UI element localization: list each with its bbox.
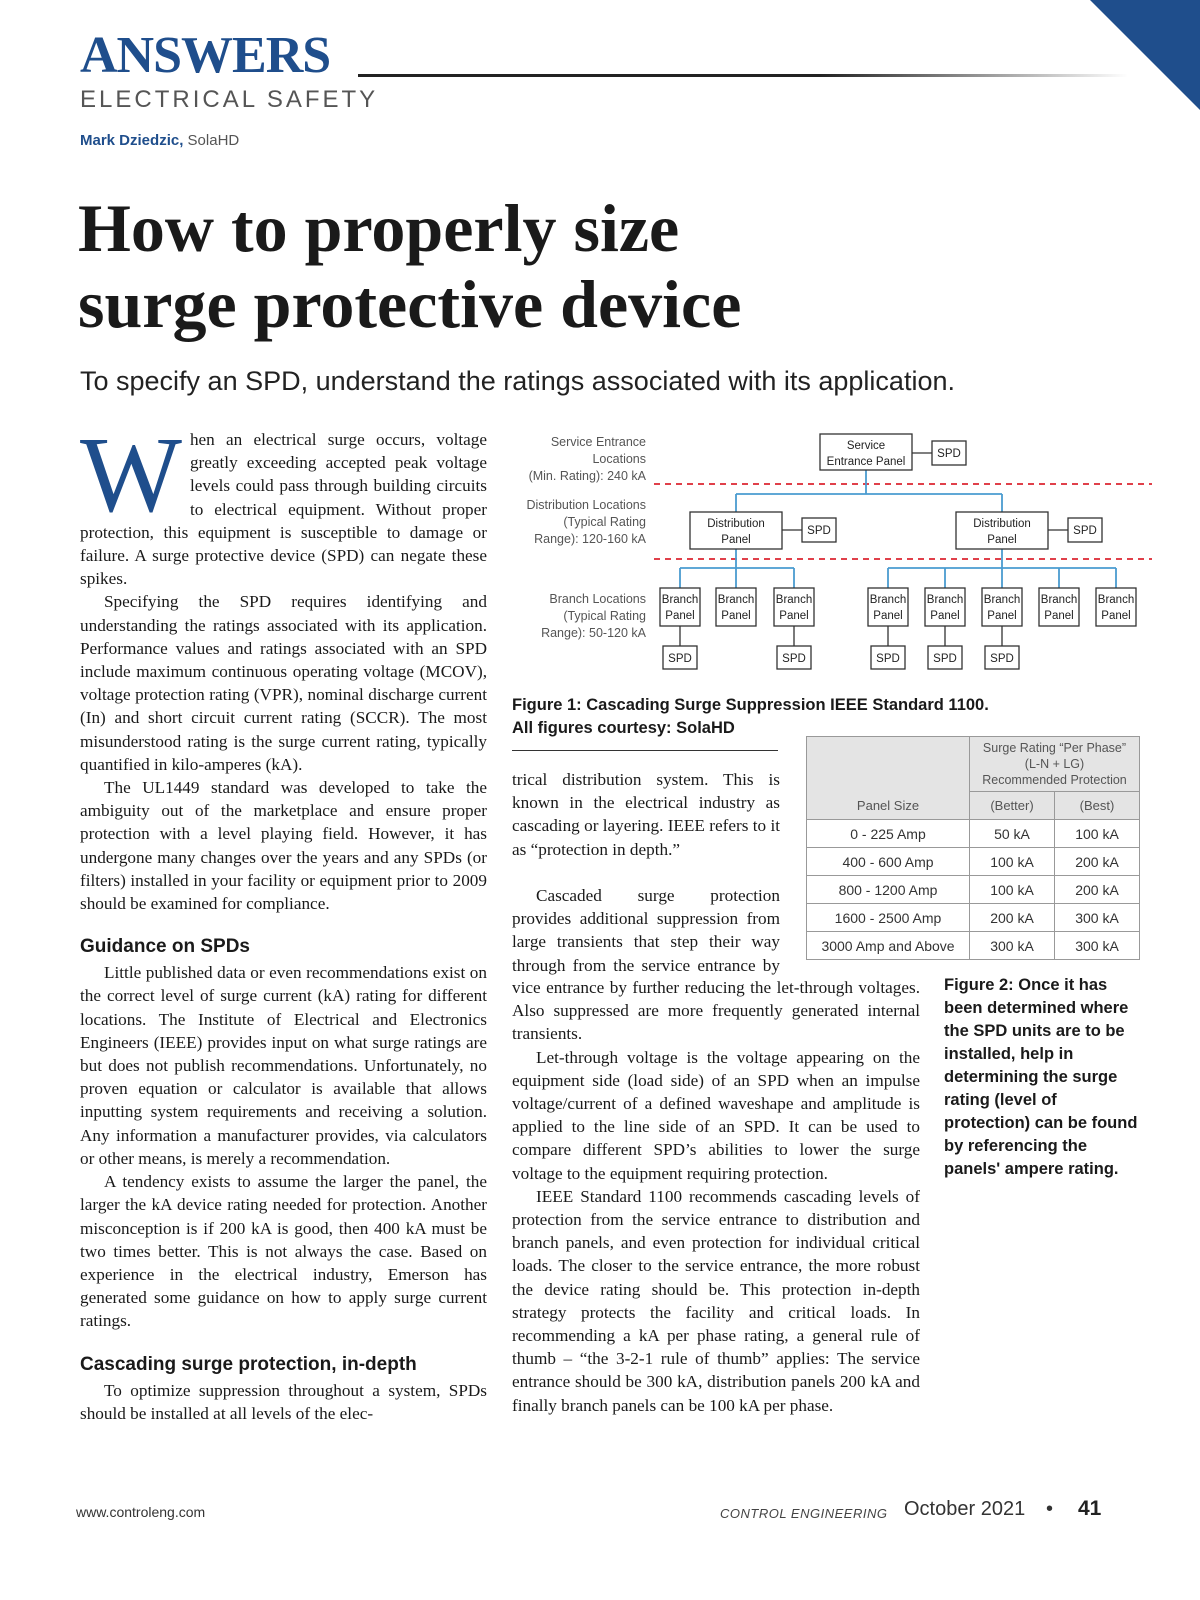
level-label: Range): 120-160 kA: [534, 532, 646, 546]
box-label: Panel: [721, 534, 751, 546]
paragraph: Little published data or even recommendations exist on the correct level of surge current (kA) rating for different locations. The Institute of Electrical and Electronics Engineers (IEEE) provides input on what surge ratings are but does not publish recommendations. Unfortunately, no proven equation or calculator is available that allows inputting system requirements and receiving a solution. Any information a manufacturer provides, via calculators or other means, is merely a recommendation.: [80, 963, 487, 1168]
paragraph: Specifying the SPD requires identifying and understanding the ratings associated with its application. Performance values and ratings associated with an SPD include maximum continuous operating voltage (MCOV), voltage protection rating (VPR), nominal discharge current (In) and short circuit current rating (SCCR). The most misunderstood rating is the surge current rating, typically quantified in kilo-amperes (kA).: [80, 592, 487, 774]
paragraph: Let-through voltage is the voltage appearing on the equipment side (load side) of an SPD when an impulse voltage/current of a defined waveshape and amplitude is applied to the line side of an SPD. It can be used to compare different SPD’s abilities to lower the surge voltage to the equipment requiring protection.: [512, 1047, 920, 1183]
table-row: [807, 932, 1140, 960]
box-label: SPD: [807, 525, 831, 537]
footer-date: October 2021: [904, 1498, 1026, 1520]
paragraph: To optimize suppression throughout a system, SPDs should be installed at all levels of the elec-: [80, 1380, 487, 1423]
author-name: Mark Dziedzic,: [80, 132, 184, 149]
byline: [80, 132, 239, 149]
paragraph: IEEE Standard 1100 recommends cascading levels of protection from the service entrance to distribution and branch panels, and even protection for individual critical loads. The closer to the service entrance, the more robust the device rating should be. This protection in-depth strategy protects the facility and critical loads. In recommending a kA per phase rating, a general rule of thumb – “the 3-2-1 rule of thumb” applies: The service entrance should be 300 kA, distribution panels 200 kA and finally branch panels can be 100 kA per phase.: [512, 1186, 920, 1415]
level-label: Service Entrance: [550, 435, 646, 449]
level-label: (Typical Rating: [563, 515, 646, 529]
header-line: (L-N + LG): [1024, 757, 1085, 771]
paragraph-continued: vice entrance by further reducing the let-through voltages. Also suppressed are more frequently generated internal transients.: [512, 978, 920, 1044]
footer-url[interactable]: www.controleng.com: [76, 1504, 206, 1520]
caption-rule: [512, 750, 778, 751]
column-header: (Better): [970, 792, 1055, 820]
paragraph: The UL1449 standard was developed to take the ambiguity out of the marketplace and ensure proper protection with a level playing field. However, it has undergone many changes over the years and any SPDs (or filters) installed in your facility or equipment prior to 2009 should be examined for compliance.: [80, 778, 487, 914]
box-label: Branch: [1097, 594, 1135, 606]
box-label: SPD: [933, 653, 957, 665]
table-row: [807, 820, 1140, 848]
section-name: ELECTRICAL SAFETY: [80, 86, 379, 113]
box-label: SPD: [1073, 525, 1097, 537]
level-label: Range): 50-120 kA: [541, 626, 646, 640]
box-label: Branch: [717, 594, 755, 606]
table-cell: 100 kA: [970, 876, 1055, 904]
box-label: Panel: [930, 610, 960, 622]
title-line-1: How to properly size: [78, 190, 680, 266]
box-label: Branch: [1040, 594, 1078, 606]
table-cell: 200 kA: [1055, 848, 1140, 876]
box-label: Entrance Panel: [826, 456, 906, 468]
box-label: SPD: [668, 653, 692, 665]
table-row: [807, 848, 1140, 876]
table-cell: 300 kA: [970, 932, 1055, 960]
box-label: SPD: [990, 653, 1014, 665]
title-line-2: surge protective device: [78, 266, 742, 342]
table-cell: 300 kA: [1055, 904, 1140, 932]
caption-line: Figure 1: Cascading Surge Suppression IEEE Standard 1100.: [512, 696, 989, 714]
table-cell: 200 kA: [1055, 876, 1140, 904]
table-corner: [807, 737, 970, 792]
table-row: [807, 904, 1140, 932]
figure-2-caption: Figure 2: Once it has been determined where the SPD units are to be installed, help in determining the surge rating (level of protection) can be found by referencing the panels' ampere rating.: [944, 976, 1138, 1178]
header-rule: [358, 74, 1128, 77]
box-label: Branch: [983, 594, 1021, 606]
box-label: SPD: [876, 653, 900, 665]
figure-1-diagram: [512, 426, 1152, 684]
paragraph: [80, 416, 487, 590]
table-cell: 100 kA: [1055, 820, 1140, 848]
box-label: SPD: [782, 653, 806, 665]
section-brand: ANSWERS: [80, 27, 331, 84]
table-cell: 0 - 225 Amp: [807, 820, 970, 848]
table-cell: 300 kA: [1055, 932, 1140, 960]
caption-line: All figures courtesy: SolaHD: [512, 719, 735, 737]
subhead: Guidance on SPDs: [80, 936, 250, 958]
subhead: Cascading surge protection, in-depth: [80, 1353, 417, 1375]
paragraph-text: hen an electrical surge occurs, voltage greatly exceeding accepted peak voltage levels could pass through building circuits to electrical equipment. Without proper protection, this equipment is susceptible to damage or failure. A surge protective device (SPD) can negate these spikes.: [80, 430, 487, 589]
article-deck: To specify an SPD, understand the ratings associated with its application.: [80, 366, 955, 396]
level-label: (Min. Rating): 240 kA: [528, 469, 646, 483]
box-label: Panel: [665, 610, 695, 622]
author-org: SolaHD: [187, 132, 240, 149]
cascading-diagram: [512, 426, 1152, 684]
table-cell: 800 - 1200 Amp: [807, 876, 970, 904]
table-group-header: [970, 737, 1140, 792]
table-cell: 200 kA: [970, 904, 1055, 932]
drop-cap: W: [80, 416, 182, 535]
level-label: Locations: [592, 452, 646, 466]
box-label: Panel: [1044, 610, 1074, 622]
figure-2-table: [806, 736, 1140, 960]
table-cell: 100 kA: [970, 848, 1055, 876]
box-label: SPD: [937, 448, 961, 460]
column-middle-narrow: [512, 884, 780, 976]
box-label: Panel: [1101, 610, 1131, 622]
table-cell: 50 kA: [970, 820, 1055, 848]
header-line: Surge Rating “Per Phase”: [982, 741, 1127, 755]
box-label: Distribution: [973, 518, 1031, 530]
box-label: Panel: [873, 610, 903, 622]
column-middle-top: [512, 768, 780, 861]
column-middle-wide: [512, 976, 920, 1417]
level-label: Distribution Locations: [526, 498, 646, 512]
table-cell: 1600 - 2500 Amp: [807, 904, 970, 932]
paragraph: trical distribution system. This is known in the electrical industry as cascading or layering. IEEE refers to it as “protection in depth.”: [512, 770, 780, 859]
box-label: Distribution: [707, 518, 765, 530]
box-label: Branch: [926, 594, 964, 606]
box-label: Branch: [869, 594, 907, 606]
column-header: Panel Size: [807, 792, 970, 820]
box-label: Panel: [987, 610, 1017, 622]
paragraph: A tendency exists to assume the larger the panel, the larger the kA device rating needed for protection. Another misconception is if 200 kA is good, then 400 kA must be two times better. This is not always the case. Based on experience in the electrical industry, Emerson has generated some guidance on how to apply surge current ratings.: [80, 1172, 487, 1331]
box-label: Branch: [775, 594, 813, 606]
box-label: Panel: [779, 610, 809, 622]
column-header: (Best): [1055, 792, 1140, 820]
table-row: [807, 876, 1140, 904]
table-cell: 3000 Amp and Above: [807, 932, 970, 960]
box-label: Branch: [661, 594, 699, 606]
footer-bullet: •: [1046, 1498, 1054, 1520]
article-title: [78, 190, 1038, 342]
paragraph: Cascaded surge protection provides additional suppression from large transients that step their way through from the service entrance by: [512, 886, 780, 975]
page-number: 41: [1078, 1497, 1102, 1520]
table-cell: 400 - 600 Amp: [807, 848, 970, 876]
corner-accent: [1090, 0, 1200, 110]
box-label: Panel: [987, 534, 1017, 546]
box-label: Service: [846, 440, 886, 452]
header-line: Recommended Protection: [982, 773, 1127, 787]
figure-1-caption: [512, 694, 1072, 740]
box-label: Panel: [721, 610, 751, 622]
footer-magazine: CONTROL ENGINEERING: [720, 1506, 888, 1521]
column-left: [80, 416, 487, 1425]
level-label: Branch Locations: [549, 592, 646, 606]
level-label: (Typical Rating: [563, 609, 646, 623]
